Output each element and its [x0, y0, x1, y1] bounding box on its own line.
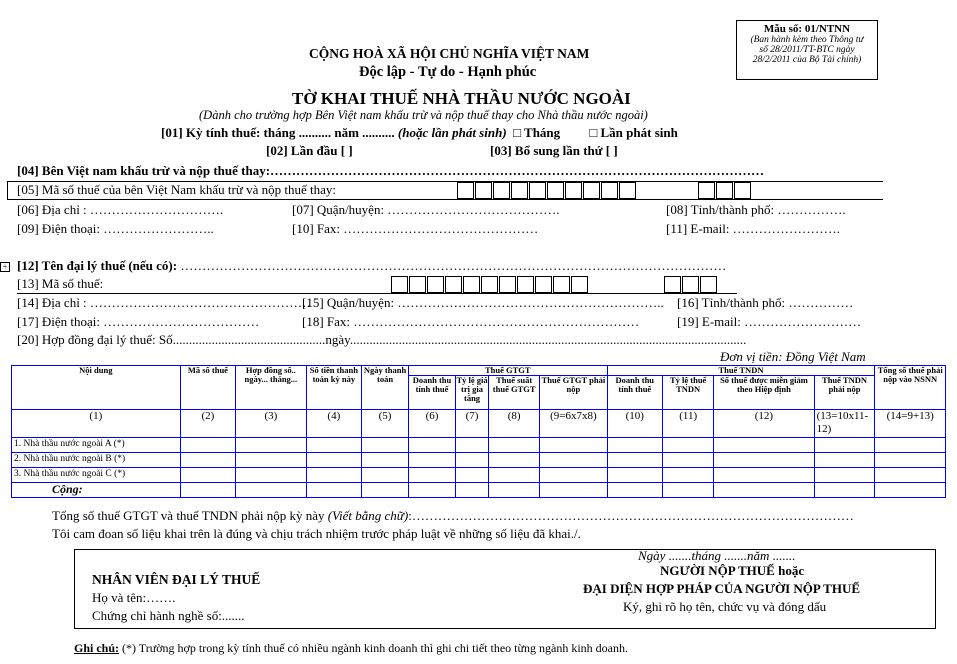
table-cell[interactable] [306, 468, 362, 483]
field-05-tax-code-label: [05] Mã số thuế của bên Việt Nam khấu trừ và nộp thuế thay: [17, 182, 337, 197]
table-cell[interactable] [455, 468, 488, 483]
row-label: 3. Nhà thầu nước ngoài C (*) [12, 468, 181, 483]
table-cell[interactable] [362, 438, 409, 453]
table-cell[interactable] [489, 453, 540, 468]
column-number-row [12, 410, 946, 438]
col-pay-date: Ngày thanh toán [362, 366, 409, 410]
table-cell[interactable] [306, 483, 362, 498]
col-cit-payable: Thuế TNDN phải nộp [814, 376, 875, 410]
field-12-agent-label: [12] Tên đại lý thuế (nếu có): [17, 258, 178, 273]
field-08-province: [08] Tỉnh/thành phố: ……………. [666, 202, 846, 217]
row-label: 2. Nhà thầu nước ngoài B (*) [12, 453, 181, 468]
table-cell[interactable] [180, 483, 236, 498]
column-number: (10) [607, 410, 663, 438]
total-row [12, 483, 946, 498]
field-13-tax-code-label: [13] Mã số thuế: [17, 276, 104, 291]
field-13-underline [17, 293, 737, 294]
table-cell[interactable] [663, 468, 714, 483]
field-18-fax: [18] Fax: ………………………………………………………… [302, 314, 640, 329]
col-contract: Hợp đồng số.. ngày... tháng... [236, 366, 306, 410]
table-cell[interactable] [714, 438, 814, 453]
field-10-fax: [10] Fax: ……………………………………… [292, 221, 539, 236]
table-cell[interactable] [236, 468, 306, 483]
table-cell[interactable] [409, 468, 456, 483]
form-code-note-3: 28/2/2011 của Bộ Tài chính) [752, 55, 862, 65]
column-number: (2) [180, 410, 236, 438]
form-code-box [736, 20, 878, 80]
table-cell[interactable] [875, 468, 946, 483]
table-cell[interactable] [607, 453, 663, 468]
column-number: (1) [12, 410, 181, 438]
table-cell[interactable] [455, 483, 488, 498]
table-cell[interactable] [714, 483, 814, 498]
col-vat-rate: Thuế suất thuế GTGT [489, 376, 540, 410]
table-cell[interactable] [306, 438, 362, 453]
table-cell[interactable] [180, 453, 236, 468]
table-cell[interactable] [875, 438, 946, 453]
period-option-month[interactable]: □ Tháng [513, 125, 561, 140]
table-cell[interactable] [814, 483, 875, 498]
column-number: (14=9+13) [875, 410, 946, 438]
table-cell[interactable] [875, 453, 946, 468]
motto: Độc lập - Tự do - Hạnh phúc [359, 64, 537, 80]
footnote-label: Ghi chú: [74, 641, 120, 655]
table-cell[interactable] [714, 468, 814, 483]
table-cell[interactable] [236, 438, 306, 453]
expand-icon[interactable]: + [0, 262, 10, 272]
tax-period-line [161, 125, 678, 141]
table-cell[interactable] [489, 438, 540, 453]
table-cell[interactable] [489, 468, 540, 483]
amount-in-words-label: Tổng số thuế GTGT và thuế TNDN phải nộp kỳ này [52, 508, 325, 523]
table-cell[interactable] [607, 483, 663, 498]
field-06-address: [06] Địa chỉ : …………………………. [17, 202, 224, 217]
col-cit-revenue: Doanh thu tính thuế [607, 376, 663, 410]
table-cell[interactable] [306, 453, 362, 468]
table-cell[interactable] [180, 468, 236, 483]
field-20-contract: [20] Hợp đồng đại lý thuế: Số...............................................ngày.......................................................................................................................... [17, 332, 747, 347]
agent-staff-name: Họ và tên:……. [92, 590, 176, 605]
first-submission[interactable]: [02] Lần đầu [ ] [266, 143, 353, 158]
footnote [74, 641, 628, 656]
total-row-label: Cộng: [12, 483, 181, 498]
field-12-agent-name [17, 258, 726, 274]
table-cell[interactable] [540, 453, 607, 468]
table-cell[interactable] [409, 483, 456, 498]
table-cell[interactable] [814, 438, 875, 453]
signature-date: Ngày .......tháng .......năm ....... [638, 548, 796, 563]
table-cell[interactable] [540, 483, 607, 498]
column-number: (6) [409, 410, 456, 438]
payer-sign-note: Ký, ghi rõ họ tên, chức vụ và đóng dấu [623, 599, 827, 614]
table-cell[interactable] [362, 468, 409, 483]
table-row [12, 468, 946, 483]
table-cell[interactable] [607, 468, 663, 483]
table-cell[interactable] [455, 438, 488, 453]
col-content: Nội dung [12, 366, 181, 410]
amount-in-words-dots: :………………………………………………………………………………………… [408, 508, 854, 523]
table-cell[interactable] [875, 483, 946, 498]
field-11-email: [11] E-mail: ……………………. [666, 221, 840, 236]
col-group-vat: Thuế GTGT [409, 366, 608, 376]
col-vat-payable: Thuế GTGT phải nộp [540, 376, 607, 410]
col-total: Tổng số thuế phải nộp vào NSNN [875, 366, 946, 410]
col-cit-exempt: Số thuế được miễn giảm theo Hiệp định [714, 376, 814, 410]
supplement-submission[interactable]: [03] Bổ sung lần thứ [ ] [490, 143, 618, 158]
column-number: (3) [236, 410, 306, 438]
field-17-phone: [17] Điện thoại: ……………………………… [17, 314, 260, 329]
table-cell[interactable] [236, 453, 306, 468]
column-number: (11) [663, 410, 714, 438]
table-cell[interactable] [540, 438, 607, 453]
table-cell[interactable] [814, 453, 875, 468]
table-cell[interactable] [714, 453, 814, 468]
form-code-note-1: (Ban hành kèm theo Thông tư [750, 35, 864, 45]
col-vat-ratio: Tỷ lệ giá trị gia tăng [455, 376, 488, 410]
col-tax-code: Mã số thuế [180, 366, 236, 410]
tax-table [11, 365, 946, 498]
col-group-cit: Thuế TNDN [607, 366, 875, 376]
currency-note: Đơn vị tiền: Đồng Việt Nam [720, 349, 866, 364]
field-14-address: [14] Địa chỉ : …………………………………………… [17, 295, 311, 310]
form-code-label: Mẫu số: 01/NTNN [763, 23, 851, 35]
table-cell[interactable] [409, 453, 456, 468]
table-cell[interactable] [455, 453, 488, 468]
country-name: CỘNG HOÀ XÃ HỘI CHỦ NGHĨA VIỆT NAM [309, 46, 590, 61]
field-07-district: [07] Quận/huyện: …………………………………. [292, 202, 560, 217]
table-cell[interactable] [362, 483, 409, 498]
form-subtitle: (Dành cho trường hợp Bên Việt nam khấu trừ và nộp thuế thay cho Nhà thầu nước ngoài) [199, 108, 648, 122]
column-number: (7) [455, 410, 488, 438]
amount-in-words-note: (Viết bằng chữ) [327, 508, 409, 523]
tax-period-label: [01] Kỳ tính thuế: tháng .......... năm .......... [161, 125, 395, 140]
table-cell[interactable] [409, 438, 456, 453]
column-number: (9=6x7x8) [540, 410, 607, 438]
column-number: (5) [362, 410, 409, 438]
table-row [12, 438, 946, 453]
table-cell[interactable] [489, 483, 540, 498]
amount-in-words [52, 508, 854, 524]
agent-staff-title: NHÂN VIÊN ĐẠI LÝ THUẾ [92, 572, 261, 587]
table-cell[interactable] [663, 483, 714, 498]
agent-staff-certificate: Chứng chỉ hành nghề số:....... [92, 608, 245, 623]
column-number: (12) [714, 410, 814, 438]
field-16-province: [16] Tỉnh/thành phố: …………… [677, 295, 854, 310]
form-code-note-2: số 28/2011/TT-BTC ngày [759, 45, 855, 55]
tax-period-note: (hoặc lần phát sinh) [397, 125, 507, 140]
field-09-phone: [09] Điện thoại: …………………….. [17, 221, 214, 236]
col-payment: Số tiền thanh toán kỳ này [306, 366, 362, 410]
declaration: Tôi cam đoan số liệu khai trên là đúng và chịu trách nhiệm trước pháp luật về những số liệu đã khai./. [52, 526, 581, 541]
table-cell[interactable] [663, 438, 714, 453]
payer-title-1: NGƯỜI NỘP THUẾ hoặc [660, 563, 805, 578]
table-cell[interactable] [607, 438, 663, 453]
table-cell[interactable] [180, 438, 236, 453]
table-cell[interactable] [362, 453, 409, 468]
table-cell[interactable] [814, 468, 875, 483]
table-row [12, 453, 946, 468]
table-cell[interactable] [540, 468, 607, 483]
column-number: (4) [306, 410, 362, 438]
table-cell[interactable] [663, 453, 714, 468]
field-04-vn-party: [04] Bên Việt nam khấu trừ và nộp thuế thay:…………………………………………………………………………………………………… [17, 163, 765, 178]
form-title: TỜ KHAI THUẾ NHÀ THẦU NƯỚC NGOÀI [292, 89, 631, 108]
field-19-email: [19] E-mail: ……………………… [677, 314, 862, 329]
payer-title-2: ĐẠI DIỆN HỢP PHÁP CỦA NGƯỜI NỘP THUẾ [583, 581, 860, 596]
field-12-agent-dots: ……………………………………………………………………………………………………………… [180, 258, 727, 273]
column-number: (13=10x11-12) [814, 410, 875, 438]
column-number: (8) [489, 410, 540, 438]
footnote-text: (*) Trường hợp trong kỳ tính thuế có nhiều ngành kinh doanh thì ghi chi tiết theo từng ngành kinh doanh. [122, 641, 628, 655]
row-label: 1. Nhà thầu nước ngoài A (*) [12, 438, 181, 453]
table-cell[interactable] [236, 483, 306, 498]
period-option-event[interactable]: □ Lần phát sinh [589, 125, 678, 140]
col-vat-revenue: Doanh thu tính thuế [409, 376, 456, 410]
field-15-district: [15] Quận/huyện: …………………………………………………….. [302, 295, 664, 310]
col-cit-rate: Tỷ lệ thuế TNDN [663, 376, 714, 410]
